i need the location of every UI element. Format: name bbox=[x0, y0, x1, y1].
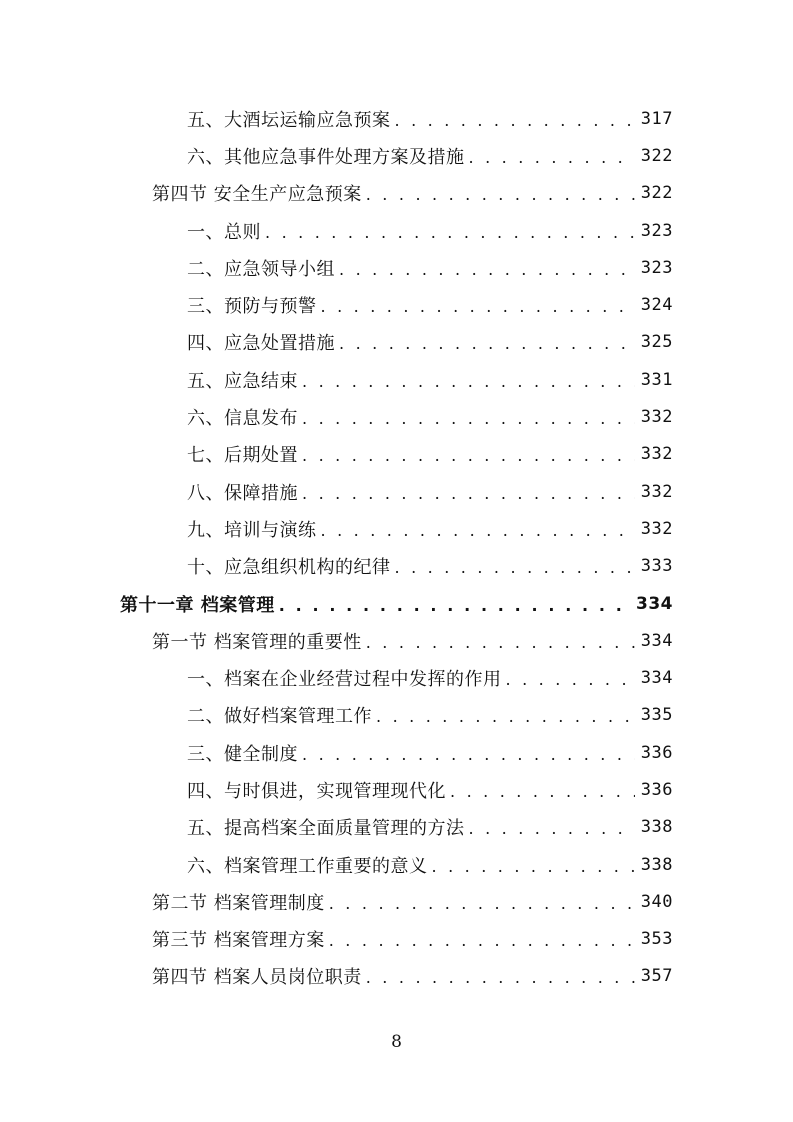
toc-entry-page: 332 bbox=[640, 481, 673, 502]
toc-entry[interactable] bbox=[0, 734, 793, 771]
toc-leader-dots bbox=[450, 784, 635, 800]
toc-leader-dots bbox=[366, 970, 635, 986]
toc-entry-page: 334 bbox=[640, 668, 673, 689]
toc-leader-dots bbox=[469, 150, 636, 166]
toc-entry-label: 六、信息发布 bbox=[187, 408, 298, 430]
toc-entry[interactable] bbox=[0, 100, 793, 137]
toc-entry-label: 二、做好档案管理工作 bbox=[187, 706, 372, 728]
toc-entry-label: 三、健全制度 bbox=[187, 743, 298, 765]
toc-entry[interactable] bbox=[0, 510, 793, 547]
toc-entry-page: 338 bbox=[640, 854, 673, 875]
toc-entry[interactable] bbox=[0, 398, 793, 435]
toc-leader-dots bbox=[329, 933, 635, 949]
toc-entry-label: 第二节 档案管理制度 bbox=[152, 892, 325, 914]
toc-entry-page: 338 bbox=[640, 817, 673, 838]
toc-entry-label: 六、其他应急事件处理方案及措施 bbox=[187, 146, 465, 168]
toc-leader-dots bbox=[432, 859, 636, 875]
toc-leader-dots bbox=[339, 262, 635, 278]
toc-leader-dots bbox=[265, 225, 635, 241]
toc-entry-label: 第一节 档案管理的重要性 bbox=[152, 631, 362, 653]
toc-leader-dots bbox=[302, 448, 635, 464]
toc-leader-dots bbox=[302, 486, 635, 502]
toc-entry[interactable] bbox=[0, 697, 793, 734]
toc-entry-label: 第十一章 档案管理 bbox=[120, 594, 275, 616]
toc-entry[interactable] bbox=[0, 249, 793, 286]
toc-entry-label: 四、与时俱进，实现管理现代化 bbox=[187, 780, 446, 802]
toc-entry-label: 五、应急结束 bbox=[187, 370, 298, 392]
toc-entry-page: 333 bbox=[640, 556, 673, 577]
page-number: 8 bbox=[391, 1032, 402, 1052]
toc-entry[interactable] bbox=[0, 809, 793, 846]
toc-entry-page: 323 bbox=[640, 220, 673, 241]
toc-entry-page: 336 bbox=[640, 742, 673, 763]
toc-entry-label: 二、应急领导小组 bbox=[187, 258, 335, 280]
toc-entry-label: 第四节 安全生产应急预案 bbox=[152, 184, 362, 206]
toc-entry[interactable] bbox=[0, 436, 793, 473]
toc-entry[interactable] bbox=[0, 883, 793, 920]
toc-entry[interactable] bbox=[0, 585, 793, 622]
toc-entry-label: 第四节 档案人员岗位职责 bbox=[152, 967, 362, 989]
toc-leader-dots bbox=[302, 411, 635, 427]
toc-leader-dots bbox=[366, 187, 635, 203]
toc-entry-page: 357 bbox=[640, 966, 673, 987]
toc-entry-page: 317 bbox=[640, 108, 673, 129]
toc-entry-label: 一、总则 bbox=[187, 221, 261, 243]
toc-leader-dots bbox=[376, 709, 635, 725]
toc-entry-page: 334 bbox=[636, 593, 673, 614]
toc-entry[interactable] bbox=[0, 921, 793, 958]
toc-entry[interactable] bbox=[0, 473, 793, 510]
toc-leader-dots bbox=[329, 896, 635, 912]
toc-entry-page: 332 bbox=[640, 518, 673, 539]
toc-leader-dots bbox=[339, 336, 635, 352]
toc-entry[interactable] bbox=[0, 175, 793, 212]
toc-entry[interactable] bbox=[0, 137, 793, 174]
toc-entry[interactable] bbox=[0, 361, 793, 398]
toc-entry-page: 335 bbox=[640, 705, 673, 726]
toc-entry-label: 七、后期处置 bbox=[187, 445, 298, 467]
toc-entry[interactable] bbox=[0, 659, 793, 696]
toc-entry-label: 五、大酒坛运输应急预案 bbox=[187, 109, 391, 131]
toc-leader-dots bbox=[395, 113, 636, 129]
toc-entry-page: 325 bbox=[640, 332, 673, 353]
toc-entry-label: 三、预防与预警 bbox=[187, 296, 317, 318]
toc-entry-label: 八、保障措施 bbox=[187, 482, 298, 504]
toc-entry-label: 第三节 档案管理方案 bbox=[152, 930, 325, 952]
toc-entry-page: 324 bbox=[640, 295, 673, 316]
table-of-contents bbox=[0, 100, 793, 995]
toc-entry-page: 336 bbox=[640, 779, 673, 800]
toc-leader-dots bbox=[366, 635, 635, 651]
toc-entry-page: 332 bbox=[640, 407, 673, 428]
toc-entry[interactable] bbox=[0, 324, 793, 361]
toc-leader-dots bbox=[302, 374, 635, 390]
toc-entry[interactable] bbox=[0, 846, 793, 883]
toc-entry-label: 四、应急处置措施 bbox=[187, 333, 335, 355]
toc-leader-dots bbox=[321, 523, 636, 539]
toc-leader-dots bbox=[506, 672, 636, 688]
toc-entry-page: 322 bbox=[640, 145, 673, 166]
toc-entry-page: 323 bbox=[640, 257, 673, 278]
toc-entry[interactable] bbox=[0, 771, 793, 808]
toc-entry-page: 340 bbox=[640, 891, 673, 912]
toc-entry[interactable] bbox=[0, 622, 793, 659]
toc-entry-label: 六、档案管理工作重要的意义 bbox=[187, 855, 428, 877]
toc-entry[interactable] bbox=[0, 212, 793, 249]
toc-leader-dots bbox=[302, 747, 635, 763]
toc-entry-page: 322 bbox=[640, 183, 673, 204]
toc-entry-label: 五、提高档案全面质量管理的方法 bbox=[187, 818, 465, 840]
toc-entry-label: 十、应急组织机构的纪律 bbox=[187, 557, 391, 579]
toc-leader-dots bbox=[321, 299, 636, 315]
toc-leader-dots bbox=[469, 821, 636, 837]
toc-entry-label: 一、档案在企业经营过程中发挥的作用 bbox=[187, 669, 502, 691]
toc-entry[interactable] bbox=[0, 548, 793, 585]
toc-leader-dots bbox=[395, 560, 636, 576]
toc-entry-page: 332 bbox=[640, 444, 673, 465]
toc-entry-page: 331 bbox=[640, 369, 673, 390]
toc-leader-dots bbox=[279, 598, 632, 614]
toc-entry-page: 334 bbox=[640, 630, 673, 651]
toc-entry-page: 353 bbox=[640, 929, 673, 950]
toc-entry[interactable] bbox=[0, 958, 793, 995]
toc-entry[interactable] bbox=[0, 286, 793, 323]
toc-entry-label: 九、培训与演练 bbox=[187, 519, 317, 541]
